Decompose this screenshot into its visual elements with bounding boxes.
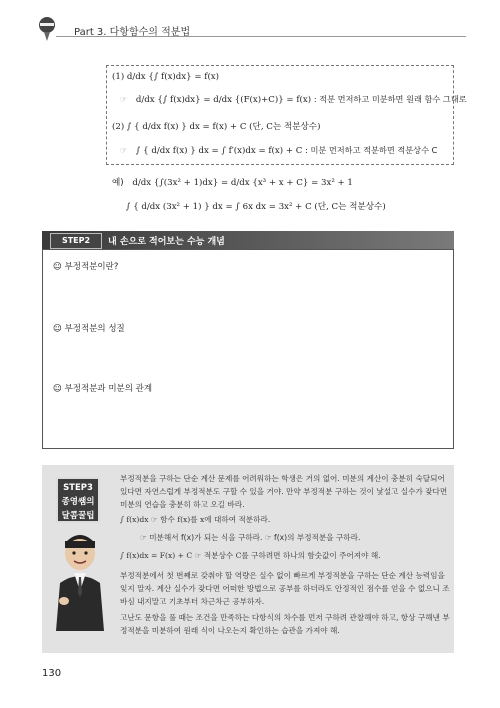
rule-2-note-text: : 미분 먼저하고 적분하면 적분상수 C	[305, 145, 438, 155]
example-line-1-math: d/dx {∫(3x² + 1)dx} = d/dx {x³ + x + C} = 3x² + 1	[132, 178, 353, 188]
hand-pointer-icon: ☞	[120, 146, 128, 155]
page-header	[36, 14, 466, 44]
tip-math-3: ∫ f(x)dx = F(x) + C ☞ 적분상수 C를 구하려면 하나의 함숫값이 주어져야 해.	[120, 551, 381, 560]
tip-paragraph-3: 고난도 문항을 풀 때는 조건을 만족하는 다항식의 차수를 먼저 구하려 관찰해야 하고, 항상 구해낸 부정적분을 미분하여 원래 식이 나오는지 확인하는 습관을 가져야 해.	[120, 613, 450, 635]
logo-icon	[36, 16, 58, 42]
step3-tip-box	[42, 465, 454, 653]
prompt-properties: ☺ 부정적분의 성질	[53, 324, 125, 334]
rule-2: (2) ∫ { d/dx f(x) } dx = f(x) + C (단, C는 적분상수)	[112, 122, 321, 132]
hand-pointer-icon: ☞	[120, 95, 128, 104]
step3-badge-tip: 달콤꿀팁	[61, 511, 95, 521]
step2-title: 내 손으로 적어보는 수능 개념	[108, 237, 225, 247]
tip-paragraph-1: 부정적분을 구하는 단순 계산 문제를 어려워하는 학생은 거의 없어. 미분의 계산이 충분히 숙달되어 있다면 자연스럽게 부정적분도 구할 수 있을 거야. 만약 부정적분 구하는 것이 낯설고 실수가 잦다면 미분의 연습을 충분히 하고 오길 바라.	[120, 474, 448, 509]
tip-paragraph-2: 부정적분에서 첫 번째로 갖춰야 할 역량은 실수 없이 빠르게 부정적분을 구하는 단순 계산 능력임을 잊지 말자. 계산 실수가 잦다면 어떠한 방법으로 공부를 하더라도 안정적인 점수를 얻을 수 없으니 조바심 내지말고 기초부터 차근차근 공부하자.	[120, 571, 450, 606]
rule-2-note-math: ∫ { d/dx f(x) } dx = ∫ f′(x)dx = f(x) + C	[135, 146, 303, 156]
example-line-1	[112, 176, 353, 188]
example-line-2: ∫ { d/dx (3x² + 1) } dx = ∫ 6x dx = 3x² + C (단, C는 적분상수)	[126, 202, 386, 212]
step2-writing-area[interactable]	[42, 249, 454, 449]
tip-math-2: ☞ 미분해서 f(x)가 되는 식을 구하라. ☞ f(x)의 부정적분을 구하라.	[140, 533, 361, 542]
step3-badge	[56, 477, 100, 523]
page-number: 130	[42, 668, 62, 679]
teacher-illustration	[50, 531, 110, 636]
example-label: 예)	[112, 178, 124, 188]
rule-2-note	[112, 145, 437, 156]
prompt-relation: ☺ 부정적분과 미분의 관계	[53, 384, 153, 394]
tip-math-1: ∫ f(x)dx ☞ 함수 f(x)를 x에 대하여 적분하라.	[120, 515, 271, 524]
part-title: Part 3. 다항함수의 적분법	[74, 27, 191, 38]
step3-badge-label: STEP3	[63, 483, 93, 493]
step2-badge: STEP2	[50, 233, 102, 249]
rule-1: (1) d/dx {∫ f(x)dx} = f(x)	[112, 72, 220, 82]
step3-badge-name: 종영쌤의	[61, 497, 95, 507]
rule-1-note-text: : 적분 먼저하고 미분하면 원래 함수 그대로	[313, 94, 467, 104]
step2-header	[42, 231, 454, 249]
rule-1-note-math: d/dx {∫ f(x)dx} = d/dx {(F(x)+C)} = f(x)	[135, 95, 312, 105]
prompt-definition: ☺ 부정적분이란?	[53, 262, 119, 272]
rule-1-note	[112, 94, 467, 105]
